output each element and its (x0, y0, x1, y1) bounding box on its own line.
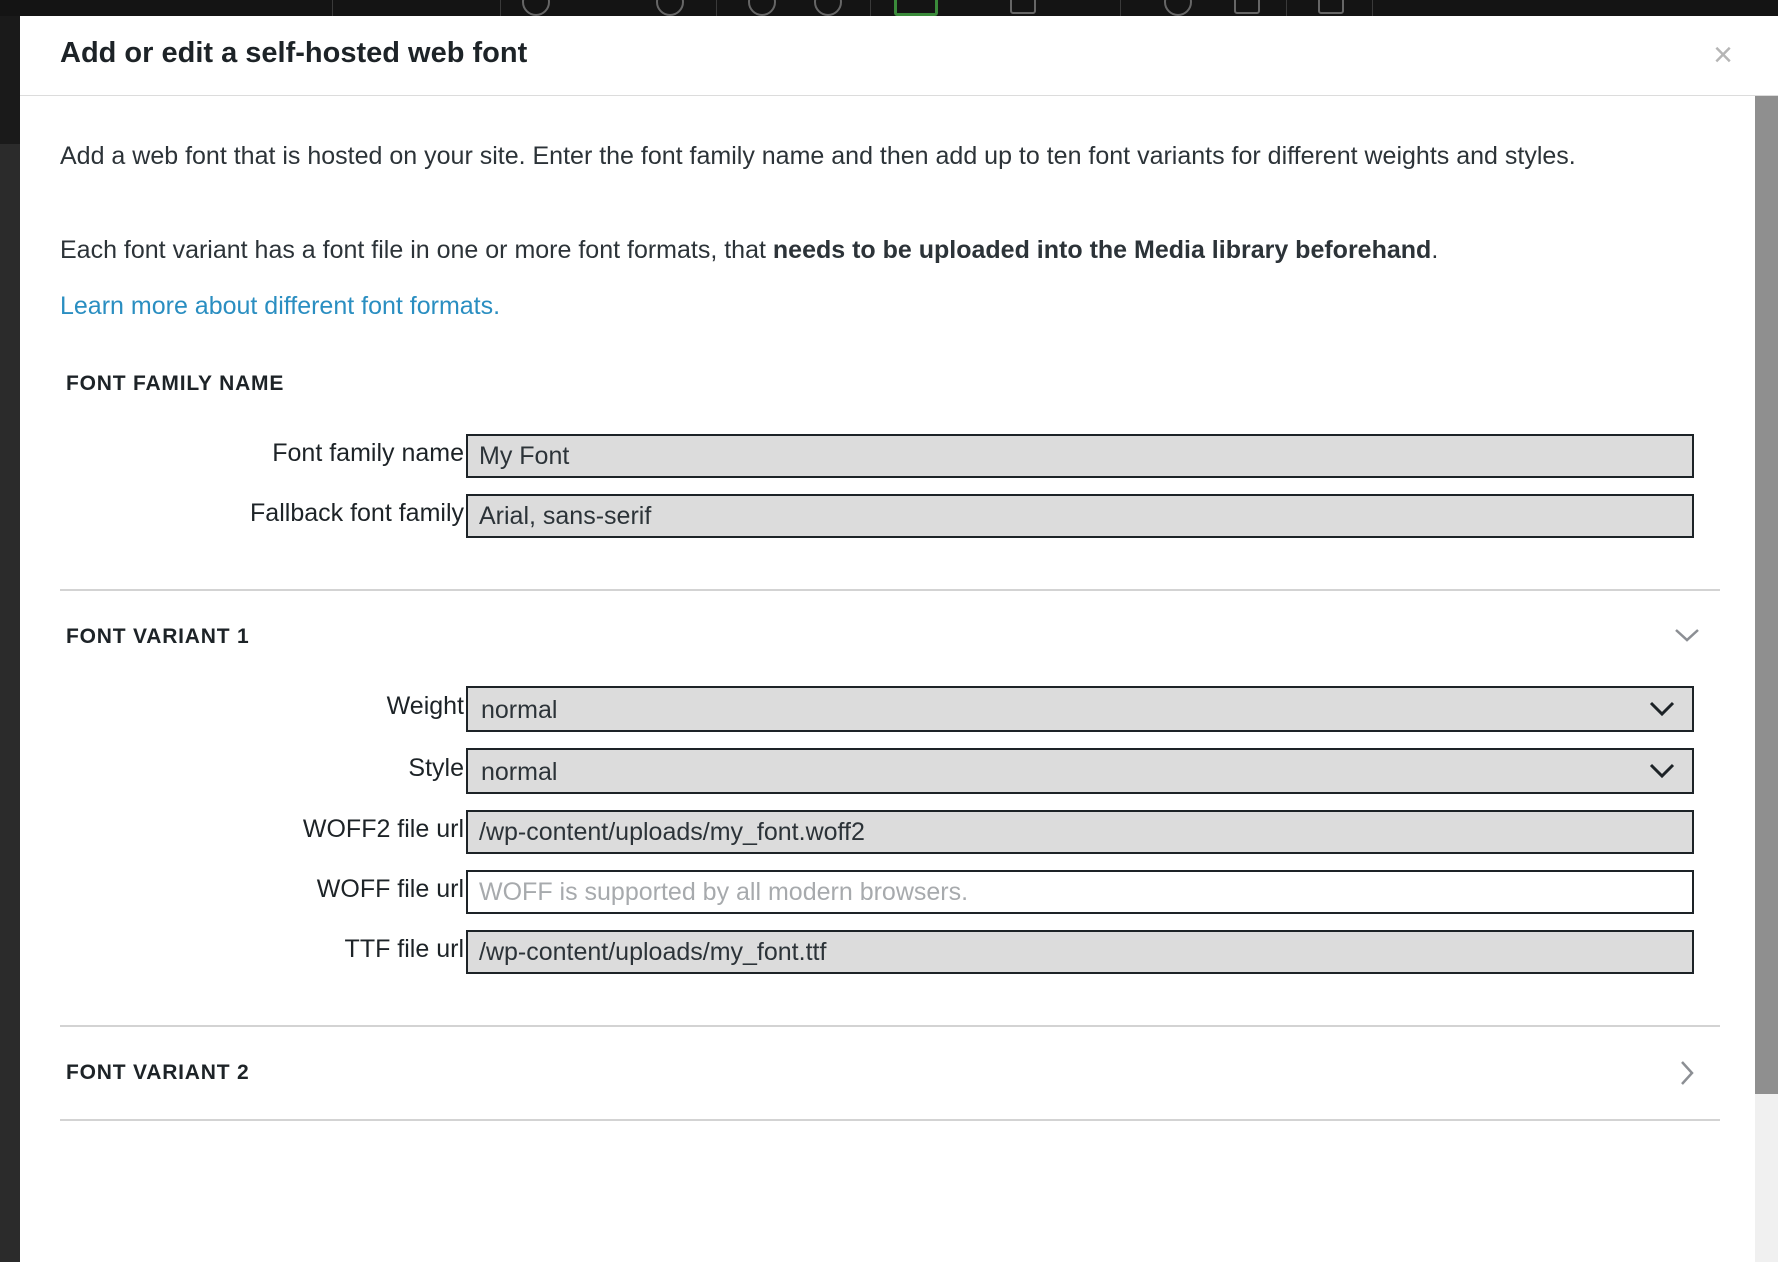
intro-paragraph: Add a web font that is hosted on your site. Enter the font family name and then add up to ten font variants for different weights and styles. (60, 142, 1576, 170)
undo-icon (748, 0, 776, 16)
woff2-url-label: WOFF2 file url (302, 815, 464, 843)
style-select[interactable] (466, 748, 1694, 794)
chevron-down-icon[interactable] (1672, 620, 1702, 650)
chevron-right-icon[interactable] (1672, 1058, 1702, 1088)
section-divider (60, 589, 1720, 591)
clock-icon (1164, 0, 1192, 16)
style-label: Style (408, 754, 464, 782)
upload-note-emphasis: needs to be uploaded into the Media library beforehand (772, 236, 1432, 264)
fallback-font-family-input[interactable] (466, 494, 1694, 538)
toolbar-separator (716, 0, 717, 16)
font-variant-1-title: FONT VARIANT 1 (66, 625, 250, 648)
weight-label: Weight (386, 692, 464, 720)
style-selected-value: normal (481, 758, 558, 786)
upload-note-text: Each font variant has a font file in one or more font formats, that (60, 236, 773, 264)
section-divider (60, 1119, 1720, 1121)
close-icon[interactable]: × (1713, 36, 1733, 74)
web-font-dialog (20, 16, 1778, 1262)
upload-note-paragraph (60, 232, 1720, 269)
weight-select[interactable] (466, 686, 1694, 732)
font-family-section-title: FONT FAMILY NAME (66, 372, 285, 395)
redo-icon (814, 0, 842, 16)
fallback-font-family-label: Fallback font family (250, 499, 464, 527)
toolbar-separator (1372, 0, 1373, 16)
toolbar-separator (870, 0, 871, 16)
scrollbar-thumb[interactable] (1755, 96, 1778, 1094)
woff-url-label: WOFF file url (316, 875, 464, 903)
toolbar-circle-icon (522, 0, 550, 16)
dialog-header (20, 16, 1778, 96)
chevron-down-icon (1648, 694, 1676, 722)
font-family-name-input[interactable] (466, 434, 1694, 478)
learn-more-link[interactable]: Learn more about different font formats. (60, 292, 501, 320)
grid-icon (894, 0, 938, 16)
tag-icon (1010, 0, 1036, 14)
weight-selected-value: normal (481, 696, 558, 724)
ttf-url-input[interactable] (466, 930, 1694, 974)
chevron-down-icon (1648, 756, 1676, 784)
woff-url-input[interactable] (466, 870, 1694, 914)
section-divider (60, 1025, 1720, 1027)
document-icon (1234, 0, 1260, 14)
woff2-url-input[interactable] (466, 810, 1694, 854)
upload-note-end: . (1431, 236, 1439, 264)
copy-icon (1318, 0, 1344, 14)
dialog-title: Add or edit a self-hosted web font (60, 37, 528, 69)
toolbar-separator (1286, 0, 1287, 16)
toolbar-separator (500, 0, 501, 16)
toolbar-separator (1120, 0, 1121, 16)
toolbar-info-icon (656, 0, 684, 16)
font-variant-2-title: FONT VARIANT 2 (66, 1061, 250, 1084)
background-toolbar (0, 0, 1778, 16)
background-sidebar-header (0, 16, 20, 144)
dialog-body (20, 96, 1755, 1262)
ttf-url-label: TTF file url (344, 935, 464, 963)
toolbar-separator (332, 0, 333, 16)
font-family-name-label: Font family name (272, 439, 464, 467)
background-sidebar (0, 16, 20, 1262)
